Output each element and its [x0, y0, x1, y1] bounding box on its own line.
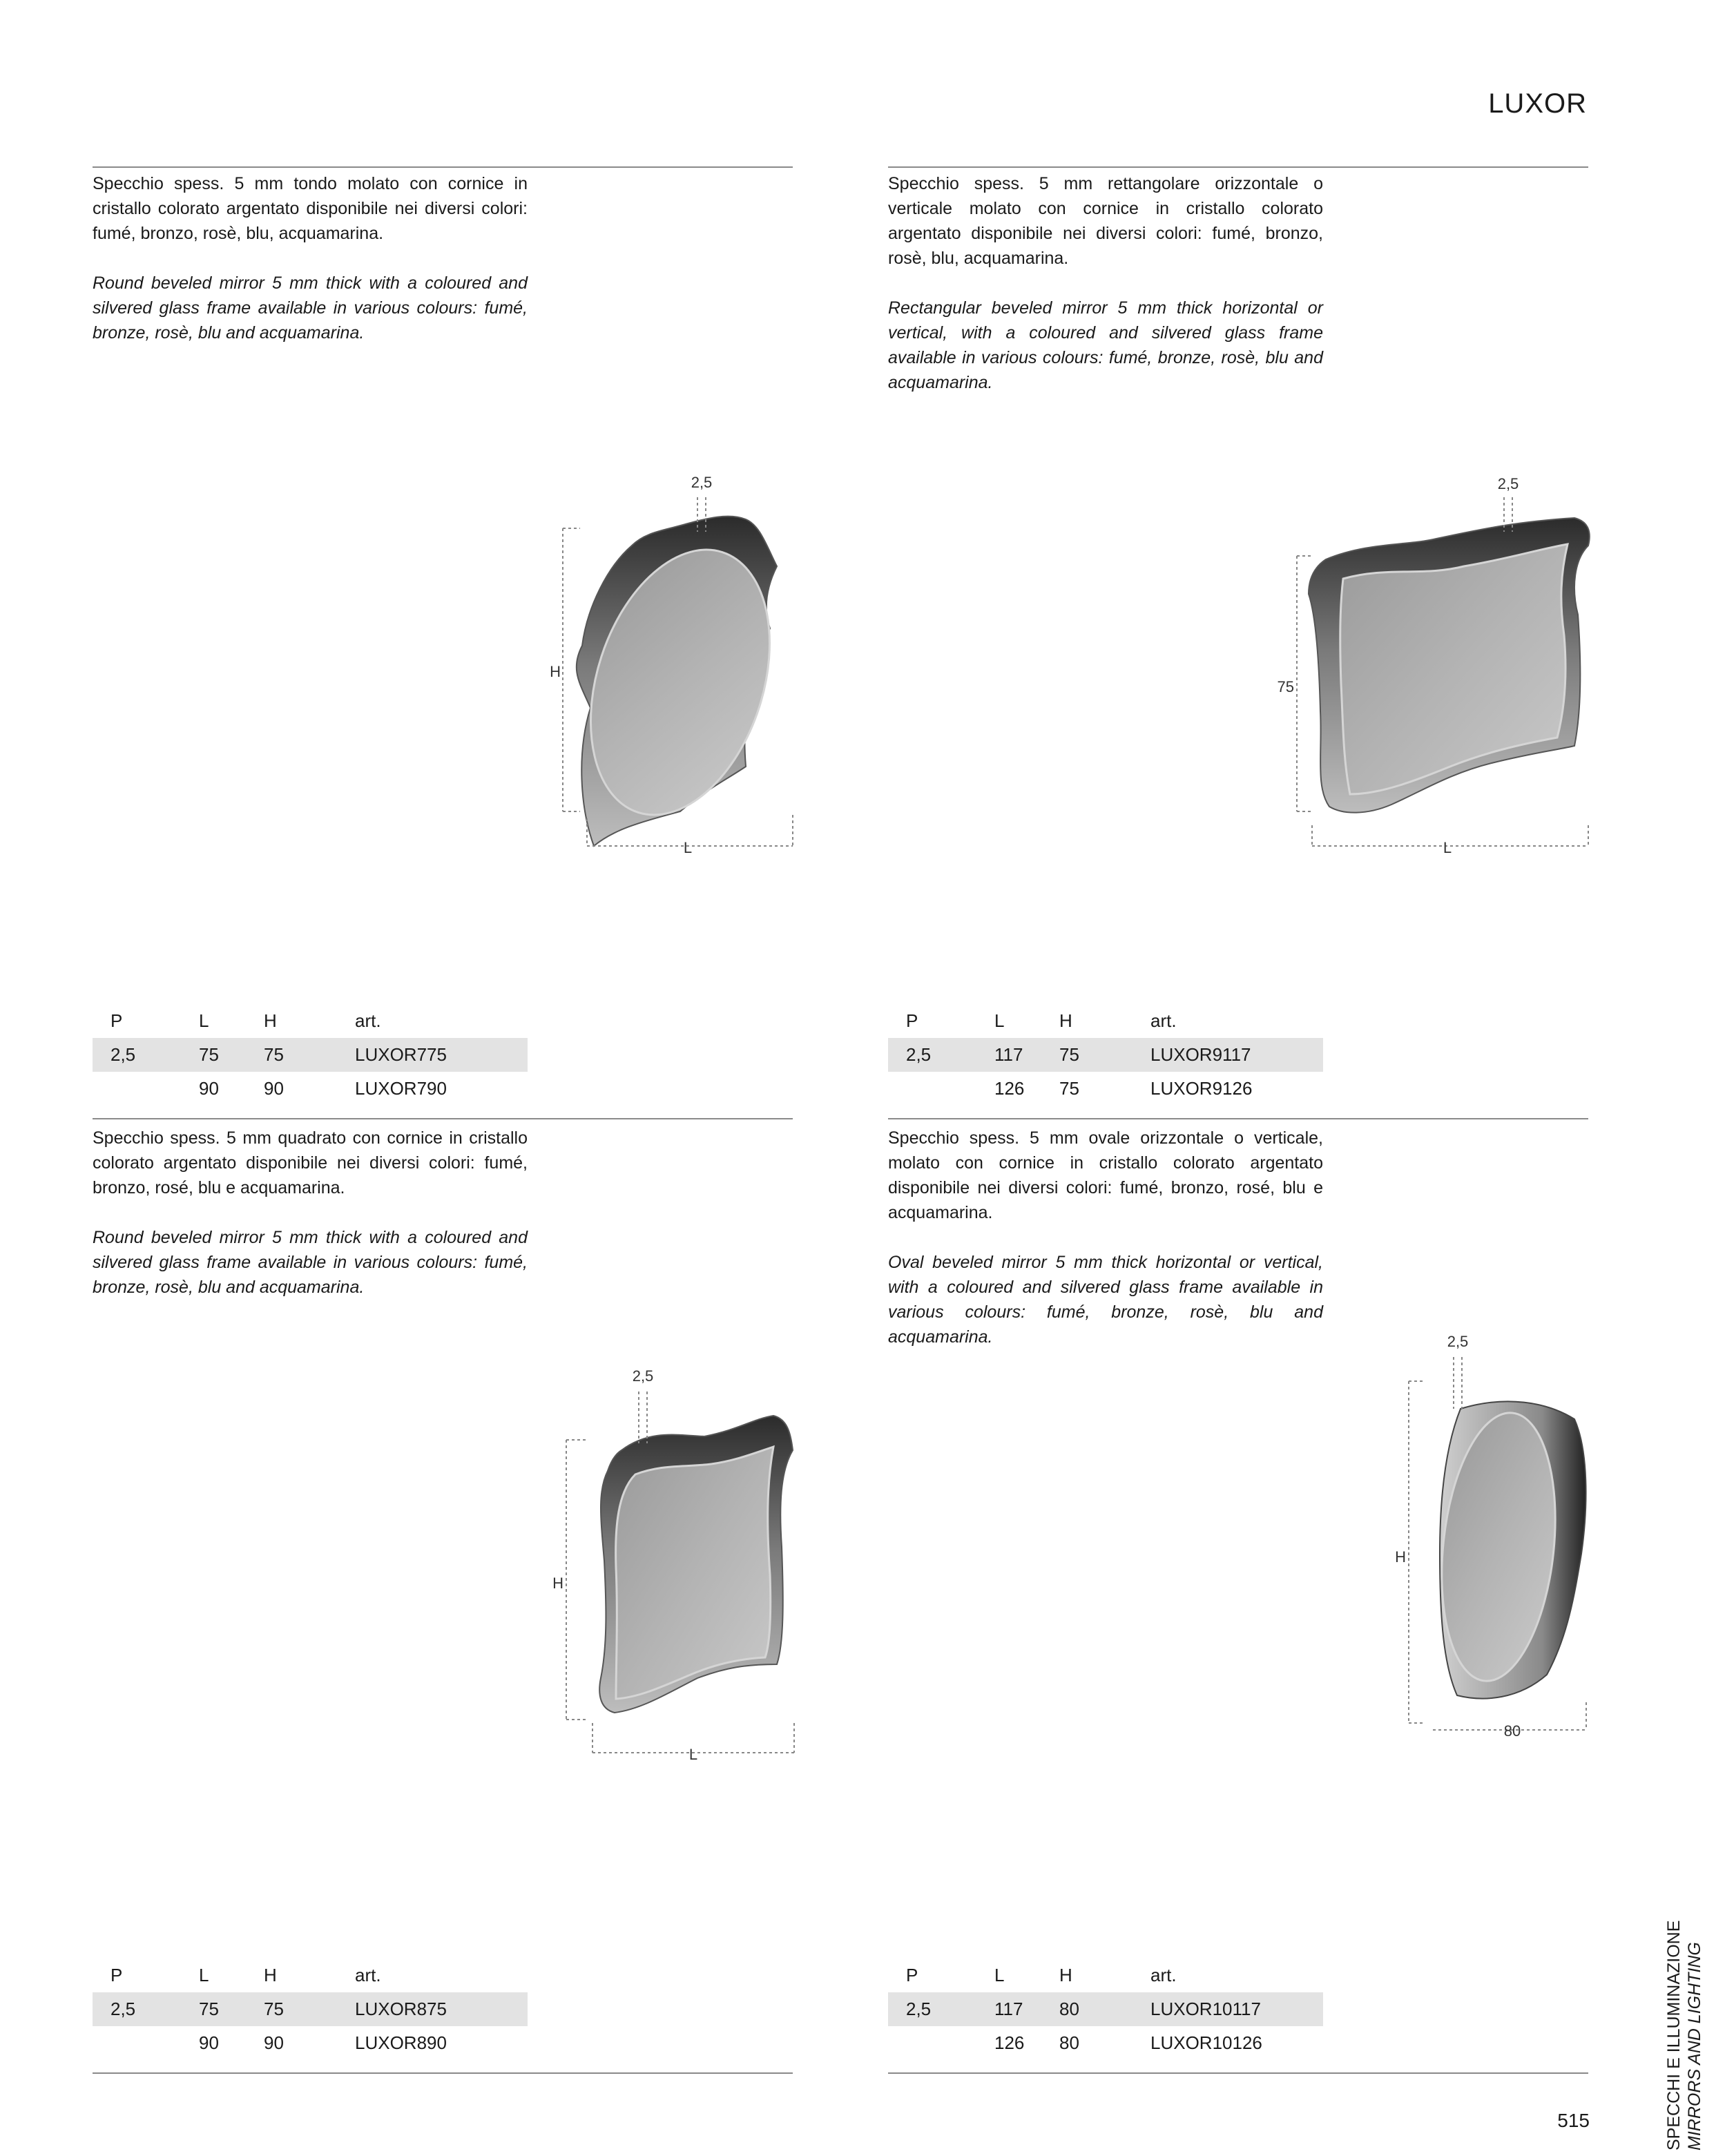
depth-label: 2,5	[691, 474, 713, 491]
rule-mid-right	[888, 1118, 1588, 1119]
table-row: 2,5 117 80 LUXOR10117	[888, 1992, 1323, 2026]
rule-bottom-left	[93, 2072, 793, 2074]
product-4-drawing	[1381, 1326, 1595, 1754]
product-2-table	[888, 1004, 1323, 1106]
table-row: 2,5 75 75 LUXOR775	[93, 1038, 528, 1072]
table-row: 126 80 LUXOR10126	[994, 2032, 1262, 2053]
product-4-text-en: Oval beveled mirror 5 mm thick horizontal or vertical, with a coloured and silvered glass frame available in various colours: fumé, bronze, rosè, blu and acquamarina.	[888, 1253, 1323, 1347]
table-row: 2,5 75 75 LUXOR875	[93, 1992, 528, 2026]
width-label: 80	[1503, 1722, 1521, 1740]
product-3-table	[93, 1958, 528, 2060]
rule-top-left	[93, 166, 793, 168]
product-1-text-it: Specchio spess. 5 mm tondo molato con cornice in cristallo colorato argentato disponibile nei diversi colori: fumé, bronzo, rosè, blu, acquamarina.	[93, 174, 528, 243]
sidebar-line-2: MIRRORS AND LIGHTING	[1685, 1942, 1704, 2150]
table-row: 2,5 117 75 LUXOR9117	[888, 1038, 1323, 1072]
depth-label: 2,5	[1497, 475, 1519, 492]
table-header-row: P L H art.	[906, 1965, 1177, 1985]
product-1-text-en: Round beveled mirror 5 mm thick with a coloured and silvered glass frame available in various colours: fumé, bronze, rosè, blu and acquamarina.	[93, 273, 528, 343]
product-4-text-it: Specchio spess. 5 mm ovale orizzontale o verticale, molato con cornice in cristallo colorato argentato disponibile nei diversi colori: fumé, bronzo, rosé, blu e acquamarina.	[888, 1128, 1323, 1222]
table-row: 126 75 LUXOR9126	[994, 1078, 1253, 1099]
width-label: L	[683, 839, 693, 856]
table-header-row: P L H art.	[110, 1010, 381, 1031]
height-label: H	[550, 663, 561, 680]
rule-bottom-right	[888, 2072, 1588, 2074]
depth-label: 2,5	[632, 1367, 654, 1385]
product-2-text-it: Specchio spess. 5 mm rettangolare orizzontale o verticale molato con cornice in cristallo colorato argentato disponibile nei diversi colori: fumé, bronzo, rosè, blu, acquamarina.	[888, 174, 1323, 268]
product-1-table	[93, 1004, 528, 1106]
product-3-description	[93, 1126, 528, 1300]
product-2-drawing	[1277, 463, 1595, 877]
height-label: H	[1395, 1548, 1406, 1566]
table-row: 90 90 LUXOR890	[199, 2032, 447, 2053]
mirror-glass	[1340, 544, 1568, 794]
width-label: L	[688, 1746, 698, 1763]
table-row: 90 90 LUXOR790	[199, 1078, 447, 1099]
product-1-description	[93, 171, 528, 345]
height-label: 75	[1277, 678, 1294, 695]
height-label: H	[552, 1575, 563, 1592]
table-header-row: P L H art.	[906, 1010, 1177, 1031]
product-4-description	[888, 1126, 1323, 1349]
page-number: 515	[1557, 2110, 1590, 2131]
product-3-text-it: Specchio spess. 5 mm quadrato con cornice in cristallo colorato argentato disponibile nei diversi colori: fumé, bronzo, rosé, blu e acquamarina.	[93, 1128, 528, 1197]
product-3-text-en: Round beveled mirror 5 mm thick with a coloured and silvered glass frame available in various colours: fumé, bronze, rosè, blu and acquamarina.	[93, 1228, 528, 1297]
width-label: L	[1443, 839, 1452, 856]
product-3-drawing	[539, 1354, 815, 1782]
rule-top-right	[888, 166, 1588, 168]
product-4-table	[888, 1958, 1323, 2060]
product-2-text-en: Rectangular beveled mirror 5 mm thick horizontal or vertical, with a coloured and silvered glass frame available in various colours: fumé, bronze, rosè, blu and acquamarina.	[888, 298, 1323, 392]
sidebar-line-1: SPECCHI E ILLUMINAZIONE	[1664, 1920, 1684, 2150]
rule-mid-left	[93, 1118, 793, 1119]
table-header-row: P L H art.	[110, 1965, 381, 1985]
product-1-drawing	[539, 463, 815, 877]
sidebar-label	[1657, 1920, 1713, 2156]
depth-label: 2,5	[1447, 1333, 1469, 1350]
product-2-description	[888, 171, 1323, 395]
brand-title: LUXOR	[1488, 88, 1587, 119]
